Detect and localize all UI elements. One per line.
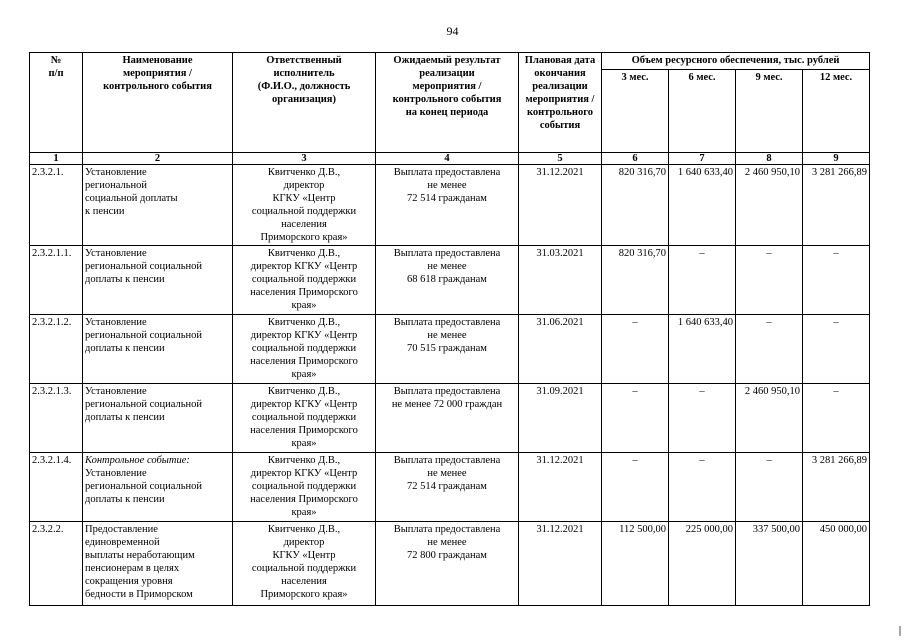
cell-line: края» (291, 507, 317, 518)
cell-line: Выплата предоставлена (393, 524, 501, 535)
row-number: 2.3.2.1.3. (30, 384, 83, 453)
row-6-months: – (669, 384, 736, 453)
cell-line: не менее (427, 261, 467, 272)
cell-line: населения Приморского (250, 287, 358, 298)
cell-line: социальной доплаты (85, 193, 178, 204)
cell-line: директор (283, 180, 325, 191)
row-number: 2.3.2.1.4. (30, 453, 83, 522)
column-number: 8 (736, 153, 803, 165)
header-num: № п/п (30, 53, 83, 153)
row-9-months: 337 500,00 (736, 522, 803, 606)
row-executor (233, 315, 376, 384)
cell-line: социальной поддержки (251, 563, 357, 574)
header-6-months: 6 мес. (669, 70, 736, 153)
table-row (30, 453, 870, 522)
row-date: 31.12.2021 (519, 453, 602, 522)
cell-line: директор КГКУ «Центр (250, 330, 358, 341)
cell-line: региональной социальной (85, 261, 203, 272)
row-12-months: 3 281 266,89 (803, 453, 870, 522)
cell-line: Выплата предоставлена (393, 317, 501, 328)
cell-line: населения (281, 219, 327, 230)
cell-line: Приморского края» (260, 589, 348, 600)
row-3-months: 820 316,70 (602, 246, 669, 315)
cell-line: доплаты к пенсии (85, 343, 165, 354)
row-12-months: 450 000,00 (803, 522, 870, 606)
header-12-months: 12 мес. (803, 70, 870, 153)
row-3-months: 112 500,00 (602, 522, 669, 606)
row-name (83, 384, 233, 453)
header-result: Ожидаемый результат реализации мероприятия / контрольного события на конец периода (376, 53, 519, 153)
cell-line: социальной поддержки (251, 481, 357, 492)
cell-line: населения (281, 576, 327, 587)
cell-line: Квитченко Д.В., (267, 167, 341, 178)
row-number: 2.3.2.1.1. (30, 246, 83, 315)
cell-line: КГКУ «Центр (272, 193, 336, 204)
cell-line: социальной поддержки (251, 343, 357, 354)
cell-line: к пенсии (85, 206, 125, 217)
row-executor (233, 384, 376, 453)
cell-line: края» (291, 438, 317, 449)
cell-line: не менее 72 000 граждан (391, 399, 503, 410)
row-6-months: – (669, 246, 736, 315)
row-name (83, 453, 233, 522)
cell-line: Выплата предоставлена (393, 167, 501, 178)
cell-line: директор КГКУ «Центр (250, 399, 358, 410)
cell-line: 72 514 гражданам (407, 193, 487, 204)
cell-line: региональной социальной (85, 330, 203, 341)
cell-line: региональной (85, 180, 147, 191)
row-9-months: – (736, 246, 803, 315)
row-result (376, 453, 519, 522)
row-6-months: 225 000,00 (669, 522, 736, 606)
column-number: 5 (519, 153, 602, 165)
cell-line: бедности в Приморском (85, 589, 193, 600)
column-number: 1 (30, 153, 83, 165)
row-number: 2.3.2.1.2. (30, 315, 83, 384)
cell-line: края» (291, 369, 317, 380)
row-number: 2.3.2.1. (30, 165, 83, 246)
row-12-months: – (803, 246, 870, 315)
table-row (30, 315, 870, 384)
table-row (30, 165, 870, 246)
row-executor (233, 522, 376, 606)
cell-line: не менее (427, 468, 467, 479)
cell-line: сокращения уровня (85, 576, 173, 587)
row-6-months: 1 640 633,40 (669, 165, 736, 246)
cell-line: не менее (427, 330, 467, 341)
row-name (83, 246, 233, 315)
header-date: Плановая дата окончания реализации мероприятия / контрольного события (519, 53, 602, 153)
header-resource-group: Объем ресурсного обеспечения, тыс. рублей (602, 53, 870, 70)
column-number: 7 (669, 153, 736, 165)
cell-line: Квитченко Д.В., (267, 386, 341, 397)
row-9-months: – (736, 315, 803, 384)
row-3-months: 820 316,70 (602, 165, 669, 246)
cell-line: населения Приморского (250, 494, 358, 505)
cell-line: единовременной (85, 537, 160, 548)
cell-line: Установление (85, 317, 147, 328)
cell-line: не менее (427, 180, 467, 191)
row-date: 31.03.2021 (519, 246, 602, 315)
cell-line: социальной поддержки (251, 274, 357, 285)
header-3-months: 3 мес. (602, 70, 669, 153)
row-executor (233, 165, 376, 246)
cell-line: Выплата предоставлена (393, 386, 501, 397)
control-event-label: Контрольное событие: (85, 455, 190, 466)
cell-line: Установление (85, 167, 147, 178)
row-date: 31.09.2021 (519, 384, 602, 453)
column-number: 6 (602, 153, 669, 165)
row-date: 31.12.2021 (519, 522, 602, 606)
row-name (83, 315, 233, 384)
cell-line: населения Приморского (250, 356, 358, 367)
cell-line: директор КГКУ «Центр (250, 261, 358, 272)
cell-line: доплаты к пенсии (85, 412, 165, 423)
column-number-row (30, 153, 870, 165)
row-number: 2.3.2.2. (30, 522, 83, 606)
cell-line: региональной социальной (85, 399, 203, 410)
cell-line: Установление (85, 248, 147, 259)
cell-line: социальной поддержки (251, 412, 357, 423)
cell-line: Квитченко Д.В., (267, 455, 341, 466)
row-result (376, 165, 519, 246)
cell-line: региональной социальной (85, 481, 203, 492)
cell-line: населения Приморского (250, 425, 358, 436)
cell-line: директор КГКУ «Центр (250, 468, 358, 479)
row-3-months: – (602, 384, 669, 453)
row-3-months: – (602, 315, 669, 384)
row-result (376, 522, 519, 606)
column-number: 9 (803, 153, 870, 165)
cell-line: Установление (85, 386, 147, 397)
cell-line: КГКУ «Центр (272, 550, 336, 561)
cell-line: не менее (427, 537, 467, 548)
column-number: 4 (376, 153, 519, 165)
row-result (376, 384, 519, 453)
cell-line: Выплата предоставлена (393, 248, 501, 259)
header-9-months: 9 мес. (736, 70, 803, 153)
cell-line: Предоставление (85, 524, 158, 535)
cell-line: 70 515 гражданам (407, 343, 487, 354)
cell-line: доплаты к пенсии (85, 494, 165, 505)
cell-line: 72 800 гражданам (407, 550, 487, 561)
header-executor: Ответственный исполнитель (Ф.И.О., должность организация) (233, 53, 376, 153)
row-executor (233, 453, 376, 522)
row-name (83, 522, 233, 606)
cell-line: Выплата предоставлена (393, 455, 501, 466)
cell-line: выплаты неработающим (85, 550, 195, 561)
cell-line: пенсионерам в целях (85, 563, 180, 574)
table-row (30, 384, 870, 453)
column-number: 3 (233, 153, 376, 165)
table-row (30, 246, 870, 315)
cell-line: 72 514 гражданам (407, 481, 487, 492)
cell-line: Квитченко Д.В., (267, 524, 341, 535)
row-6-months: 1 640 633,40 (669, 315, 736, 384)
cell-line: Установление (85, 468, 147, 479)
row-12-months: 3 281 266,89 (803, 165, 870, 246)
row-9-months: – (736, 453, 803, 522)
cell-line: Приморского края» (260, 232, 348, 243)
cell-line: 68 618 гражданам (407, 274, 487, 285)
row-9-months: 2 460 950,10 (736, 384, 803, 453)
cell-line: директор (283, 537, 325, 548)
cell-line: доплаты к пенсии (85, 274, 165, 285)
row-name (83, 165, 233, 246)
row-6-months: – (669, 453, 736, 522)
cell-line: Квитченко Д.В., (267, 248, 341, 259)
row-9-months: 2 460 950,10 (736, 165, 803, 246)
table-row (30, 522, 870, 606)
row-executor (233, 246, 376, 315)
row-3-months: – (602, 453, 669, 522)
row-date: 31.12.2021 (519, 165, 602, 246)
row-12-months: – (803, 384, 870, 453)
row-date: 31.06.2021 (519, 315, 602, 384)
cell-line: края» (291, 300, 317, 311)
row-result (376, 315, 519, 384)
page-number: 94 (446, 24, 459, 38)
row-result (376, 246, 519, 315)
resource-table (29, 52, 870, 606)
column-number: 2 (83, 153, 233, 165)
row-12-months: – (803, 315, 870, 384)
header-name: Наименование мероприятия / контрольного события (83, 53, 233, 153)
cell-line: социальной поддержки (251, 206, 357, 217)
cell-line: Квитченко Д.В., (267, 317, 341, 328)
scroll-indicator (899, 626, 901, 636)
